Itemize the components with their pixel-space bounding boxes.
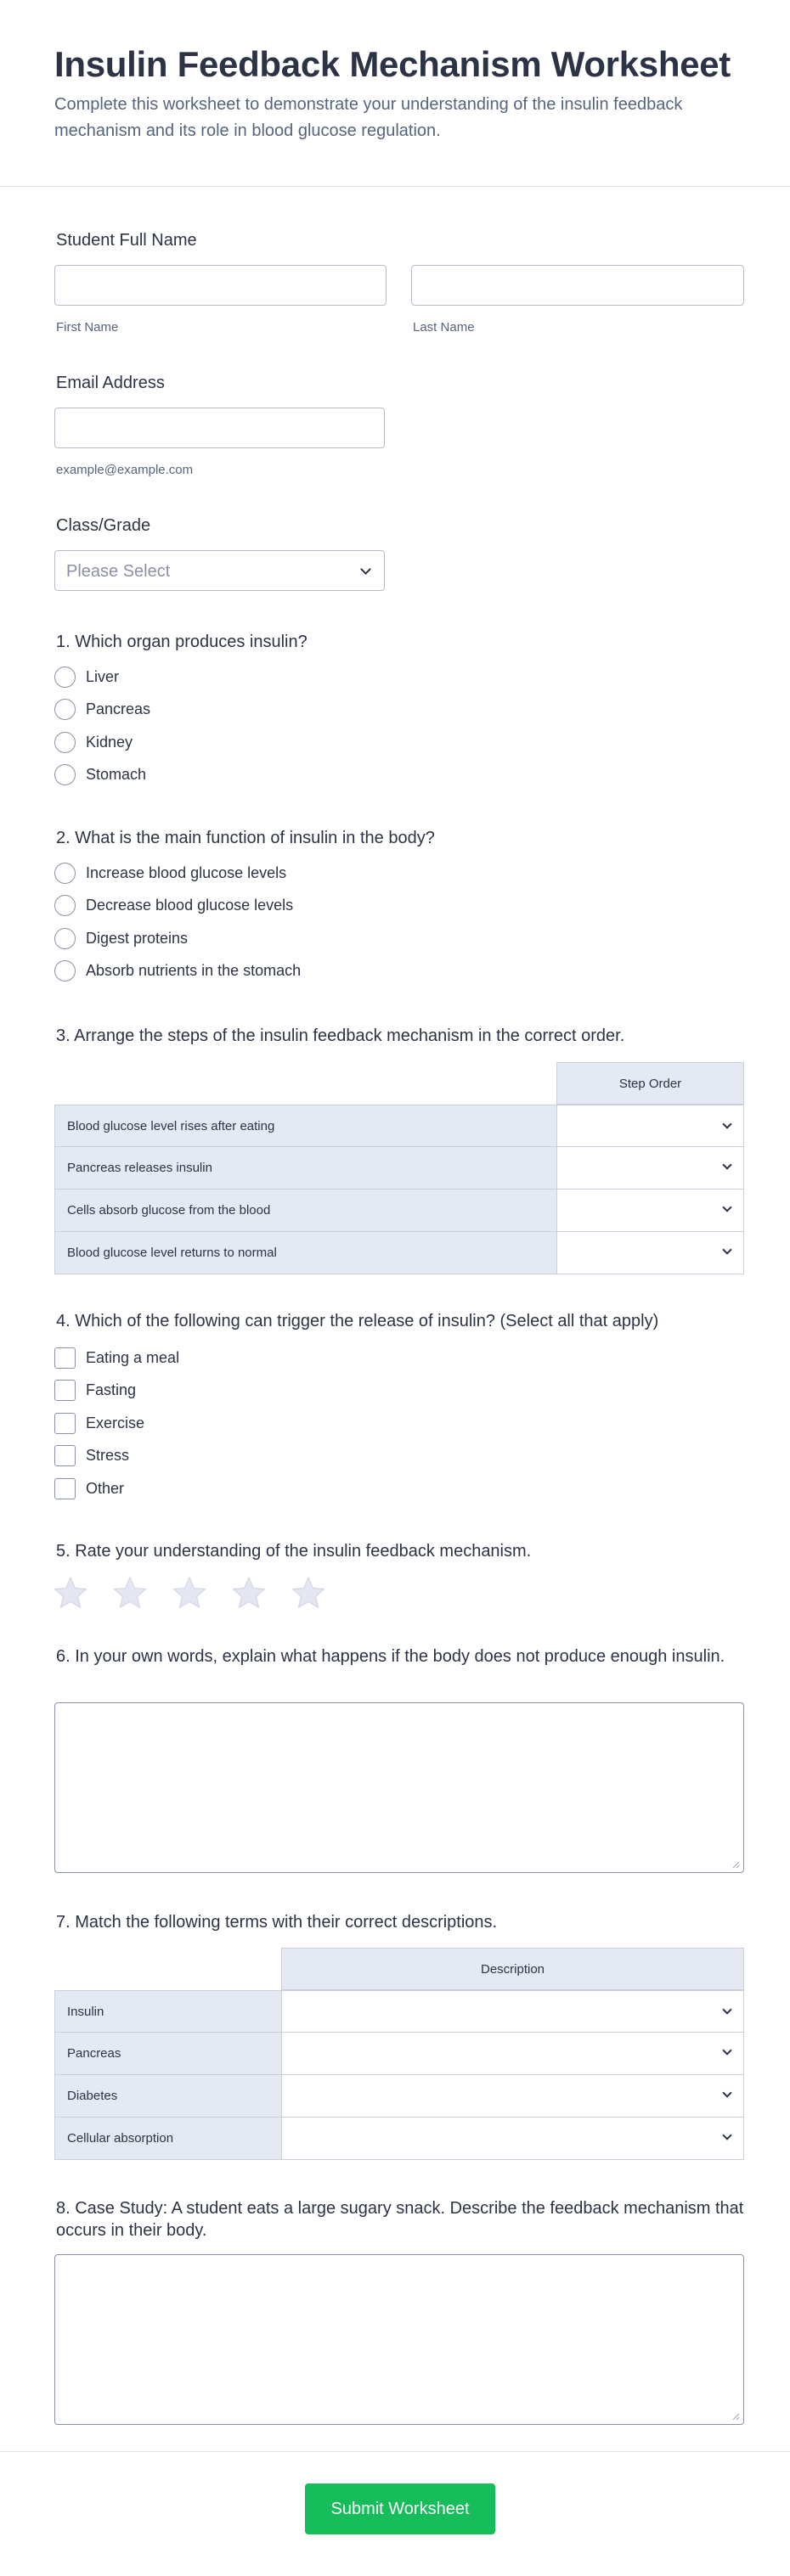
first-name-input[interactable] xyxy=(54,265,387,306)
footer-divider xyxy=(0,2451,790,2452)
q3-row-label: Cells absorb glucose from the blood xyxy=(54,1190,556,1232)
option-label: Liver xyxy=(86,667,120,685)
page-title: Insulin Feedback Mechanism Worksheet xyxy=(54,44,731,84)
option-label: Stress xyxy=(86,1446,130,1464)
star-icon[interactable] xyxy=(53,1575,88,1611)
q7-question: 7. Match the following terms with their correct descriptions. xyxy=(56,1913,498,1932)
star-icon[interactable] xyxy=(112,1575,148,1611)
q7-row-label: Cellular absorption xyxy=(54,2118,281,2160)
radio-button[interactable] xyxy=(54,863,76,884)
q3-step-select[interactable] xyxy=(556,1232,744,1274)
q4-option[interactable] xyxy=(54,1477,124,1499)
radio-button[interactable] xyxy=(54,699,76,720)
q3-row-label: Pancreas releases insulin xyxy=(54,1147,556,1190)
q5-question: 5. Rate your understanding of the insulin feedback mechanism. xyxy=(56,1542,532,1561)
q2-option[interactable] xyxy=(54,862,286,884)
class-select-placeholder: Please Select xyxy=(66,562,171,581)
q3-row-label: Blood glucose level returns to normal xyxy=(54,1232,556,1274)
q4-question: 4. Which of the following can trigger the release of insulin? (Select all that apply) xyxy=(56,1312,659,1330)
email-label: Email Address xyxy=(56,374,165,392)
class-select[interactable] xyxy=(54,550,385,591)
q7-description-select[interactable] xyxy=(281,2033,744,2075)
q3-column-header: Step Order xyxy=(556,1062,744,1105)
resize-handle-icon[interactable] xyxy=(732,2413,740,2421)
radio-button[interactable] xyxy=(54,666,76,688)
q7-description-select[interactable] xyxy=(281,1990,744,2033)
q7-description-select[interactable] xyxy=(281,2118,744,2160)
chevron-down-icon xyxy=(722,2130,731,2140)
q8-question: 8. Case Study: A student eats a large sugary snack. Describe the feedback mechanism that occurs in their body. xyxy=(56,2199,744,2240)
q2-option[interactable] xyxy=(54,894,293,916)
checkbox[interactable] xyxy=(54,1478,76,1499)
q3-step-select[interactable] xyxy=(556,1147,744,1190)
star-icon[interactable] xyxy=(231,1575,267,1611)
chevron-down-icon xyxy=(722,2045,731,2055)
chevron-down-icon xyxy=(722,2005,731,2014)
q1-question: 1. Which organ produces insulin? xyxy=(56,633,308,651)
q2-option[interactable] xyxy=(54,959,301,981)
checkbox[interactable] xyxy=(54,1445,76,1466)
q4-option[interactable] xyxy=(54,1412,144,1434)
q7-row-label: Insulin xyxy=(54,1990,281,2033)
q3-step-select[interactable] xyxy=(556,1105,744,1147)
radio-button[interactable] xyxy=(54,960,76,981)
checkbox[interactable] xyxy=(54,1347,76,1369)
option-label: Other xyxy=(86,1479,125,1497)
page-description: Complete this worksheet to demonstrate your understanding of the insulin feedback mechanism and its role in blood glucose regulation. xyxy=(54,95,683,140)
last-name-sublabel: Last Name xyxy=(413,320,475,335)
chevron-down-icon xyxy=(722,2088,731,2097)
q7-row-label: Pancreas xyxy=(54,2033,281,2075)
form-header xyxy=(0,0,790,187)
q1-option[interactable] xyxy=(54,666,119,688)
q2-option[interactable] xyxy=(54,927,188,949)
option-label: Pancreas xyxy=(86,700,151,717)
q7-description-select[interactable] xyxy=(281,2075,744,2118)
option-label: Eating a meal xyxy=(86,1348,180,1366)
radio-button[interactable] xyxy=(54,732,76,753)
q7-row-label: Diabetes xyxy=(54,2075,281,2118)
chevron-down-icon xyxy=(360,564,371,575)
star-icon[interactable] xyxy=(291,1575,326,1611)
q3-step-select[interactable] xyxy=(556,1190,744,1232)
chevron-down-icon xyxy=(722,1160,731,1169)
q4-option[interactable] xyxy=(54,1444,129,1466)
option-label: Stomach xyxy=(86,765,147,783)
option-label: Fasting xyxy=(86,1381,137,1398)
q8-textarea[interactable] xyxy=(54,2254,744,2425)
star-icon[interactable] xyxy=(172,1575,207,1611)
last-name-input[interactable] xyxy=(411,265,744,306)
option-label: Digest proteins xyxy=(86,929,189,947)
radio-button[interactable] xyxy=(54,764,76,785)
q3-question: 3. Arrange the steps of the insulin feedback mechanism in the correct order. xyxy=(56,1026,625,1045)
q4-option[interactable] xyxy=(54,1347,179,1369)
q1-option[interactable] xyxy=(54,698,150,720)
option-label: Kidney xyxy=(86,733,133,751)
q2-question: 2. What is the main function of insulin in the body? xyxy=(56,829,435,847)
star-rating[interactable] xyxy=(53,1575,326,1611)
name-label: Student Full Name xyxy=(56,231,197,250)
q6-question: 6. In your own words, explain what happens if the body does not produce enough insulin. xyxy=(56,1647,725,1666)
submit-button[interactable]: Submit Worksheet xyxy=(305,2483,495,2534)
q7-column-header: Description xyxy=(281,1948,744,1990)
option-label: Exercise xyxy=(86,1414,145,1431)
radio-button[interactable] xyxy=(54,928,76,949)
option-label: Increase blood glucose levels xyxy=(86,863,287,881)
chevron-down-icon xyxy=(722,1245,731,1254)
checkbox[interactable] xyxy=(54,1413,76,1434)
q1-option[interactable] xyxy=(54,763,146,785)
chevron-down-icon xyxy=(722,1119,731,1128)
email-sublabel: example@example.com xyxy=(56,463,194,477)
q6-textarea[interactable] xyxy=(54,1702,744,1873)
email-input[interactable] xyxy=(54,408,385,448)
q1-option[interactable] xyxy=(54,731,133,753)
chevron-down-icon xyxy=(722,1202,731,1212)
q3-row-label: Blood glucose level rises after eating xyxy=(54,1105,556,1147)
option-label: Decrease blood glucose levels xyxy=(86,896,294,914)
radio-button[interactable] xyxy=(54,895,76,916)
q4-option[interactable] xyxy=(54,1379,136,1401)
resize-handle-icon[interactable] xyxy=(732,1861,740,1869)
first-name-sublabel: First Name xyxy=(56,320,119,335)
checkbox[interactable] xyxy=(54,1380,76,1401)
class-label: Class/Grade xyxy=(56,516,151,535)
option-label: Absorb nutrients in the stomach xyxy=(86,961,302,979)
